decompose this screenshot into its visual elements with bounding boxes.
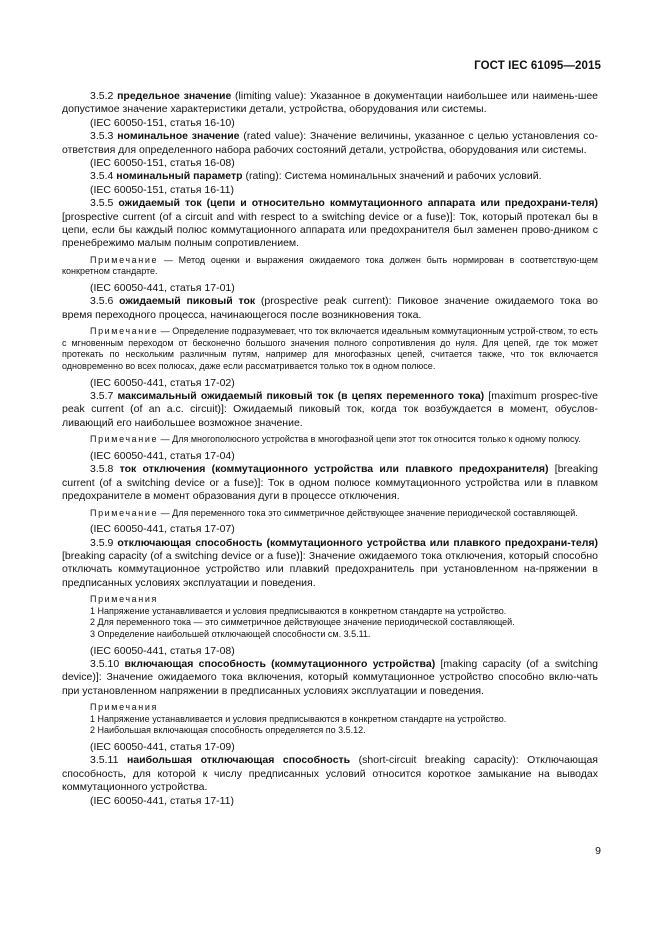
note-text: — Для многополюсного устройства в многофазной цепи этот ток относится только к одному полюсу.	[158, 434, 581, 445]
term-3-5-7	[62, 390, 598, 430]
note-item: 1 Напряжение устанавливается и условия предписываются в конкретном стандарте на устройство.	[90, 713, 507, 724]
term-3-5-8	[62, 463, 598, 503]
note-text: — Метод оценки и выражения ожидаемого тока должен быть нормирован в соответствую-щем конкретном стандарте.	[62, 254, 598, 277]
term-3-5-9	[62, 537, 598, 591]
term-3-5-4	[62, 170, 598, 183]
term-reference: (IEC 60050-441, статья 17-09)	[90, 740, 235, 753]
term-number: 3.5.10	[90, 657, 120, 670]
term-text: [breaking capacity (of a switching device or a fuse)]: Значение ожидаемого тока отключения, который способно отключать коммутационное устройство или плавкий предохранитель при установленном на-пряжении в предписанных условиях эксплуатации и поведения.	[62, 549, 598, 589]
term-reference: (IEC 60050-441, статья 17-11)	[90, 794, 234, 807]
term-title: ожидаемый пиковый ток	[119, 295, 256, 308]
term-note	[62, 508, 598, 520]
term-title: номинальное значение	[117, 130, 240, 143]
note-label: Примечание	[90, 326, 159, 337]
term-notes	[62, 702, 598, 737]
term-reference: (IEC 60050-441, статья 17-02)	[90, 376, 235, 389]
term-number: 3.5.8	[90, 463, 114, 476]
term-3-5-10	[62, 658, 598, 698]
note-item: 3 Определение наибольшей отключающей способности см. 3.5.11.	[90, 628, 371, 639]
note-item: 2 Наибольшая включающая способность определяется по 3.5.12.	[90, 725, 366, 736]
term-text: [breaking current (of a switching device or a fuse)]: Ток в одном полюсе коммутационного устройства или в плавком предохранителе в момент образования дуги в процессе отключения.	[62, 463, 598, 503]
term-number: 3.5.11	[90, 754, 119, 767]
document-body	[62, 90, 598, 808]
term-reference: (IEC 60050-151, статья 16-10)	[90, 116, 235, 129]
note-label: Примечание	[90, 507, 159, 518]
term-text: (short-circuit breaking capacity): Отключающая способность, для которой к числу предписанных условий относится короткое замыкание на выводах коммутационного устройства.	[62, 754, 598, 794]
term-text: [prospective current (of a circuit and with respect to a switching device or a fuse)]: Ток, который протекал бы в цепи, если бы каждый полюс коммутационного аппарата или предохранителя был заменен прово-дником с пренебрежимо малым полным сопротивлением.	[62, 210, 598, 250]
note-item: 1 Напряжение устанавливается и условия предписываются в конкретном стандарте на устройство.	[90, 605, 507, 616]
term-note	[62, 326, 598, 372]
term-note	[62, 255, 598, 278]
term-text: [making capacity (of a switching device)]: Значение ожидаемого тока включения, который коммутационное устройство способно вклю-чать при установленном напряжении в предписанных условиях эксплуатации и поведения.	[62, 657, 599, 697]
term-title: ожидаемый ток (цепи и относительно коммутационного аппарата или предохрани-теля)	[118, 197, 598, 210]
term-title: ток отключения (коммутационного устройства или плавкого предохранителя)	[119, 463, 549, 476]
term-number: 3.5.6	[90, 295, 114, 308]
term-reference: (IEC 60050-441, статья 17-07)	[90, 523, 235, 536]
term-3-5-6	[62, 295, 598, 322]
notes-label: Примечания	[90, 594, 158, 605]
note-text: — Для переменного тока это симметричное действующее значение периодической составляющей.	[158, 507, 578, 518]
term-3-5-5	[62, 197, 598, 251]
term-reference: (IEC 60050-151, статья 16-08)	[90, 157, 235, 170]
page-number: 9	[595, 845, 601, 857]
term-title: максимальный ожидаемый пиковый ток (в цепях переменного тока)	[117, 390, 485, 403]
note-item: 2 Для переменного тока — это симметричное действующее значение периодической составляющей.	[90, 617, 515, 628]
term-title: наибольшая отключающая способность	[126, 754, 351, 767]
term-notes	[62, 594, 598, 640]
term-3-5-3	[62, 130, 598, 157]
term-number: 3.5.7	[90, 390, 114, 403]
term-text: [maximum prospec-tive peak current (of an a.c. circuit)]: Ожидаемый пиковый ток, когда ток возбуждается в момент, обуслов-ливающий его наибольшее возможное значение.	[62, 390, 599, 429]
notes-label: Примечания	[90, 702, 158, 713]
term-title: отключающая способность (коммутационного устройства или плавкого предохрани-теля)	[117, 536, 598, 549]
term-text: (limiting value): Указанное в документации наибольшее или наимень-шее допустимое значение характеристики детали, устройства, оборудования или системы.	[62, 90, 598, 116]
term-reference: (IEC 60050-441, статья 17-04)	[90, 449, 235, 462]
term-reference: (IEC 60050-151, статья 16-11)	[90, 183, 234, 196]
term-number: 3.5.9	[90, 536, 114, 549]
term-number: 3.5.3	[90, 130, 114, 143]
note-label: Примечание	[90, 254, 159, 265]
term-number: 3.5.4	[90, 170, 114, 183]
term-text: (rating): Система номинальных значений и рабочих условий.	[242, 170, 542, 183]
term-number: 3.5.5	[90, 197, 114, 210]
note-text: — Определение подразумевает, что ток включается идеальным коммутационным устрой-ством, то есть с мгновенным переходом от бесконечно большого значения полного сопротивления до нуля. Для цепей, где ток может протекать по нескольким различным путям, например для многофазных цепей, считается также, что ток включается одновременно во всех полюсах, даже если рассматривается только ток в одном полюсе.	[62, 326, 598, 372]
term-title: номинальный параметр	[116, 170, 243, 183]
document-id: ГОСТ IEC 61095—2015	[474, 60, 601, 72]
term-reference: (IEC 60050-441, статья 17-08)	[90, 644, 235, 657]
term-note	[62, 434, 598, 446]
term-number: 3.5.2	[90, 90, 114, 102]
term-3-5-2	[62, 90, 598, 117]
term-title: включающая способность (коммутационного устройства)	[124, 657, 436, 670]
note-label: Примечание	[90, 434, 159, 445]
term-3-5-11	[62, 754, 598, 794]
term-text: (rated value): Значение величины, указанное с целью установления со-ответствия для определенного набора рабочих состояний детали, устройства, оборудования или системы.	[62, 130, 598, 156]
term-text: (prospective peak current): Пиковое значение ожидаемого тока во время переходного процесса, начинающегося после возникновения тока.	[62, 295, 599, 321]
term-reference: (IEC 60050-441, статья 17-01)	[90, 282, 235, 295]
term-title: предельное значение	[117, 90, 232, 102]
